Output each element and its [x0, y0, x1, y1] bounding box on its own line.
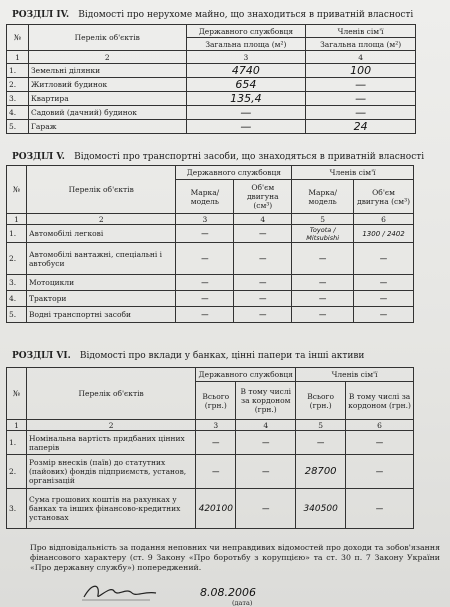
- row-num: 2.: [7, 455, 27, 489]
- vehicles-table: [6, 165, 414, 323]
- family-area: 100: [306, 64, 416, 78]
- official-volume: —: [234, 275, 292, 291]
- official-volume: —: [234, 243, 292, 275]
- family-abroad: —: [346, 431, 414, 455]
- table-row: [7, 225, 414, 243]
- official-abroad: —: [236, 431, 296, 455]
- family-volume: —: [354, 291, 414, 307]
- row-num: 3.: [7, 275, 27, 291]
- official-brand: —: [176, 225, 234, 243]
- family-brand: —: [292, 307, 354, 323]
- row-num: 3.: [7, 489, 27, 529]
- col-index: 2: [26, 420, 195, 431]
- official-abroad: —: [236, 455, 296, 489]
- col-index: 3: [196, 420, 236, 431]
- col-index: 3: [176, 214, 234, 225]
- family-area: —: [306, 92, 416, 106]
- family-volume: 1300 / 2402: [354, 225, 414, 243]
- row-name: Розмір внесків (паїв) до статутних (пайових) фондів підприємств, установ, організацій: [26, 455, 195, 489]
- table-row: [7, 120, 416, 134]
- table-row: [7, 275, 414, 291]
- row-name: Садовий (дачний) будинок: [28, 106, 186, 120]
- row-name: Трактори: [26, 291, 176, 307]
- col-abroad-official: В тому числі за кордоном (грн.): [236, 382, 296, 420]
- col-num-header: №: [7, 166, 27, 214]
- table-row: [7, 489, 414, 529]
- family-area: —: [306, 106, 416, 120]
- row-name: Автомобілі вантажні, спеціальні і автобуси: [26, 243, 176, 275]
- liability-notice: Про відповідальність за подання неповних чи неправдивих відомостей про доходи та зобов'язання фінансового характеру (ст. 9 Закону «Про боротьбу з корупцією» та ст. 30 п. 7 Закону України «Про державну службу») попереджений.: [30, 543, 440, 572]
- family-volume: —: [354, 275, 414, 291]
- col-area-family: Загальна площа (м²): [306, 38, 416, 51]
- family-area: 24: [306, 120, 416, 134]
- table-row: [7, 106, 416, 120]
- col-abroad-family: В тому числі за кордоном (грн.): [346, 382, 414, 420]
- family-area: —: [306, 78, 416, 92]
- section-v-heading: [12, 152, 424, 162]
- official-brand: —: [176, 243, 234, 275]
- official-total: —: [196, 431, 236, 455]
- col-index: 4: [234, 214, 292, 225]
- table-row: [7, 78, 416, 92]
- signature-image: [80, 581, 160, 603]
- col-index: 1: [7, 214, 27, 225]
- family-abroad: —: [346, 455, 414, 489]
- family-abroad: —: [346, 489, 414, 529]
- col-total-family: Всього (грн.): [296, 382, 346, 420]
- table-row: [7, 64, 416, 78]
- col-index: 6: [354, 214, 414, 225]
- section-iv-heading: [12, 10, 413, 20]
- real-estate-table: [6, 24, 416, 134]
- col-index: 1: [7, 420, 27, 431]
- family-brand: —: [292, 243, 354, 275]
- official-brand: —: [176, 291, 234, 307]
- official-area: 135,4: [186, 92, 306, 106]
- col-family-header: Членів сім'ї: [292, 166, 414, 180]
- official-volume: —: [234, 225, 292, 243]
- section-iv-title: РОЗДІЛ IV.: [12, 10, 70, 20]
- official-abroad: —: [236, 489, 296, 529]
- official-volume: —: [234, 291, 292, 307]
- family-total: 28700: [296, 455, 346, 489]
- section-vi-subtitle: Відомості про вклади у банках, цінні папери та інші активи: [79, 351, 365, 361]
- row-num: 3.: [7, 92, 29, 106]
- col-official-header: Державного службовця: [186, 25, 306, 38]
- col-index: 4: [306, 51, 416, 64]
- col-brand-official: Марка/ модель: [176, 180, 234, 214]
- official-total: —: [196, 455, 236, 489]
- row-name: Житловий будинок: [28, 78, 186, 92]
- col-official-header: Державного службовця: [196, 368, 296, 382]
- official-area: 4740: [186, 64, 306, 78]
- col-index: 4: [236, 420, 296, 431]
- col-volume-official: Об'єм двигуна (см³): [234, 180, 292, 214]
- official-area: —: [186, 120, 306, 134]
- row-name: Автомобілі легкові: [26, 225, 176, 243]
- row-num: 1.: [7, 225, 27, 243]
- col-index: 2: [26, 214, 176, 225]
- col-volume-family: Об'єм двигуна (см³): [354, 180, 414, 214]
- col-index: 5: [296, 420, 346, 431]
- section-vi-heading: [12, 351, 364, 361]
- col-num-header: №: [7, 368, 27, 420]
- table-row: [7, 92, 416, 106]
- row-num: 2.: [7, 243, 27, 275]
- row-num: 1.: [7, 64, 29, 78]
- row-name: Земельні ділянки: [28, 64, 186, 78]
- family-brand: —: [292, 275, 354, 291]
- section-iv-subtitle: Відомості про нерухоме майно, що знаходиться в приватній власності: [78, 10, 414, 20]
- official-area: 654: [186, 78, 306, 92]
- row-name: Квартира: [28, 92, 186, 106]
- row-num: 4.: [7, 291, 27, 307]
- row-num: 1.: [7, 431, 27, 455]
- family-total: —: [296, 431, 346, 455]
- section-v-subtitle: Відомості про транспортні засоби, що знаходяться в приватній власності: [74, 152, 425, 162]
- section-v-title: РОЗДІЛ V.: [12, 152, 65, 162]
- family-total: 340500: [296, 489, 346, 529]
- row-num: 4.: [7, 106, 29, 120]
- row-num: 5.: [7, 120, 29, 134]
- official-brand: —: [176, 275, 234, 291]
- official-brand: —: [176, 307, 234, 323]
- row-name: Сума грошових коштів на рахунках у банках та інших фінансово-кредитних установах: [26, 489, 195, 529]
- table-row: [7, 431, 414, 455]
- family-volume: —: [354, 243, 414, 275]
- col-brand-family: Марка/ модель: [292, 180, 354, 214]
- date-label: (дата): [232, 599, 253, 607]
- col-index: 6: [346, 420, 414, 431]
- col-total-official: Всього (грн.): [196, 382, 236, 420]
- official-total: 420100: [196, 489, 236, 529]
- col-index: 3: [186, 51, 306, 64]
- family-brand: —: [292, 291, 354, 307]
- assets-table: [6, 367, 414, 529]
- col-item-header: Перелік об'єктів: [26, 166, 176, 214]
- section-vi-title: РОЗДІЛ VI.: [12, 351, 71, 361]
- table-row: [7, 291, 414, 307]
- col-official-header: Державного службовця: [176, 166, 292, 180]
- table-row: [7, 307, 414, 323]
- table-row: [7, 455, 414, 489]
- row-name: Водні транспортні засоби: [26, 307, 176, 323]
- col-family-header: Членів сім'ї: [296, 368, 414, 382]
- row-num: 2.: [7, 78, 29, 92]
- col-area-official: Загальна площа (м²): [186, 38, 306, 51]
- table-row: [7, 243, 414, 275]
- col-num-header: №: [7, 25, 29, 51]
- col-item-header: Перелік об'єктів: [28, 25, 186, 51]
- row-name: Гараж: [28, 120, 186, 134]
- signing-date: 8.08.2006: [200, 586, 256, 599]
- col-index: 2: [28, 51, 186, 64]
- col-index: 1: [7, 51, 29, 64]
- col-family-header: Членів сім'ї: [306, 25, 416, 38]
- row-name: Мотоцикли: [26, 275, 176, 291]
- family-volume: —: [354, 307, 414, 323]
- row-name: Номінальна вартість придбаних цінних паперів: [26, 431, 195, 455]
- col-item-header: Перелік об'єктів: [26, 368, 195, 420]
- official-volume: —: [234, 307, 292, 323]
- row-num: 5.: [7, 307, 27, 323]
- family-brand: Toyota / Mitsubishi: [292, 225, 354, 243]
- col-index: 5: [292, 214, 354, 225]
- official-area: —: [186, 106, 306, 120]
